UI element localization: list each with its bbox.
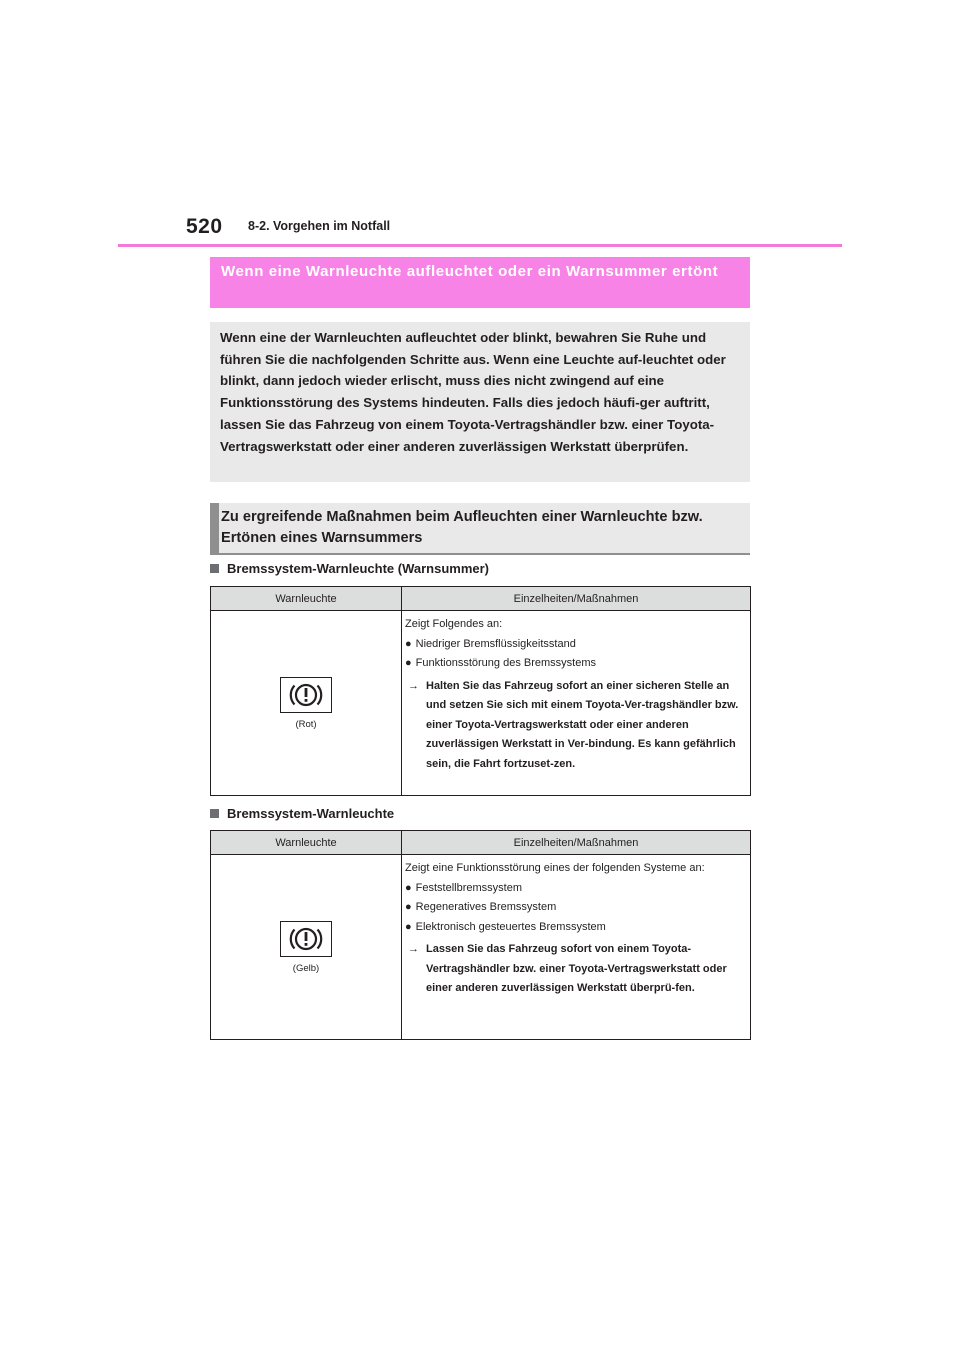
action-text: Lassen Sie das Fahrzeug sofort von einem Toyota-Vertragshändler bzw. einer Toyota-Vertragswerkstatt oder einer anderen zuverlässigen Werkstatt überprü-fen.: [426, 943, 727, 994]
list-item: ● Funktionsstörung des Bremssystems: [405, 654, 748, 674]
subheading-panel: [210, 503, 750, 555]
section-title: Wenn eine Warnleuchte aufleuchtet oder ein Warnsummer ertönt: [221, 263, 719, 280]
intro-panel: [210, 322, 750, 482]
brake-warning-icon: [280, 677, 332, 713]
intro-text: Wenn eine der Warnleuchten aufleuchtet oder blinkt, bewahren Sie Ruhe und führen Sie die nachfolgenden Schritte aus. Wenn eine Leuchte auf-leuchtet oder blinkt, dann jedoch wieder erlischt, muss dies nicht zwingend auf eine Funktionsstörung des Systems hindeuten. Falls dies jedoch häufi-ger auftritt, lassen Sie das Fahrzeug von einem Toyota-Vertragshändler bzw. einer Toyota-Vertragswerkstatt oder einer anderen zuverlässigen Werkstatt überprüfen.: [220, 330, 726, 454]
column-header-details: Einzelheiten/Maßnahmen: [402, 831, 751, 855]
details-intro: Zeigt Folgendes an:: [405, 618, 503, 630]
column-header-warnleuchte: Warnleuchte: [211, 587, 402, 611]
square-bullet-icon: [210, 809, 219, 818]
arrow-icon: →: [408, 679, 419, 692]
section1-title: [210, 561, 489, 576]
square-bullet-icon: [210, 564, 219, 573]
table-row: [211, 855, 751, 1040]
column-header-warnleuchte: Warnleuchte: [211, 831, 402, 855]
subheading-bar: [210, 503, 219, 555]
arrow-icon: →: [408, 943, 419, 955]
list-item: ● Elektronisch gesteuertes Bremssystem: [405, 918, 748, 938]
table-header-row: [211, 831, 751, 855]
section2-title: [210, 806, 394, 821]
section1-title-text: Bremssystem-Warnleuchte (Warnsummer): [227, 561, 489, 576]
list-item: ● Feststellbremssystem: [405, 879, 748, 899]
action-text: Halten Sie das Fahrzeug sofort an einer sicheren Stelle an und setzen Sie sich mit einem Toyota-Ver-tragshändler bzw. einer Toyota-Vertragswerkstatt oder einer anderen zuverlässigen Werkstatt in Ver-bindung. Es kann gefährlich sein, die Fahrt fortzuset-zen.: [426, 679, 739, 770]
section2-title-text: Bremssystem-Warnleuchte: [227, 806, 395, 821]
warning-table-1: [210, 586, 751, 796]
header-rule: [118, 244, 842, 247]
icon-label-gelb: (Gelb): [292, 962, 320, 974]
icon-cell: [211, 611, 402, 796]
list-item: ● Regeneratives Bremssystem: [405, 898, 748, 918]
icon-label-rot: (Rot): [295, 718, 317, 730]
table-header-row: [211, 587, 751, 611]
section-title-box: [210, 257, 750, 308]
page-number: 520: [186, 215, 223, 238]
subheading-text: Zu ergreifende Maßnahmen beim Aufleuchten einer Warnleuchte bzw. Ertönen eines Warnsummers: [221, 509, 703, 546]
warning-table-2: [210, 830, 751, 1040]
list-item: ● Niedriger Bremsflüssigkeitsstand: [405, 635, 748, 655]
details-cell: [402, 855, 751, 1040]
action-text-block: [405, 677, 748, 775]
details-cell: [402, 611, 751, 796]
table-row: [211, 611, 751, 796]
chapter-title: 8-2. Vorgehen im Notfall: [248, 219, 391, 233]
column-header-details: Einzelheiten/Maßnahmen: [402, 587, 751, 611]
brake-warning-icon: [280, 921, 332, 957]
action-text-block: [405, 940, 748, 999]
icon-cell: [211, 855, 402, 1040]
details-intro: Zeigt eine Funktionsstörung eines der folgenden Systeme an:: [405, 862, 705, 874]
